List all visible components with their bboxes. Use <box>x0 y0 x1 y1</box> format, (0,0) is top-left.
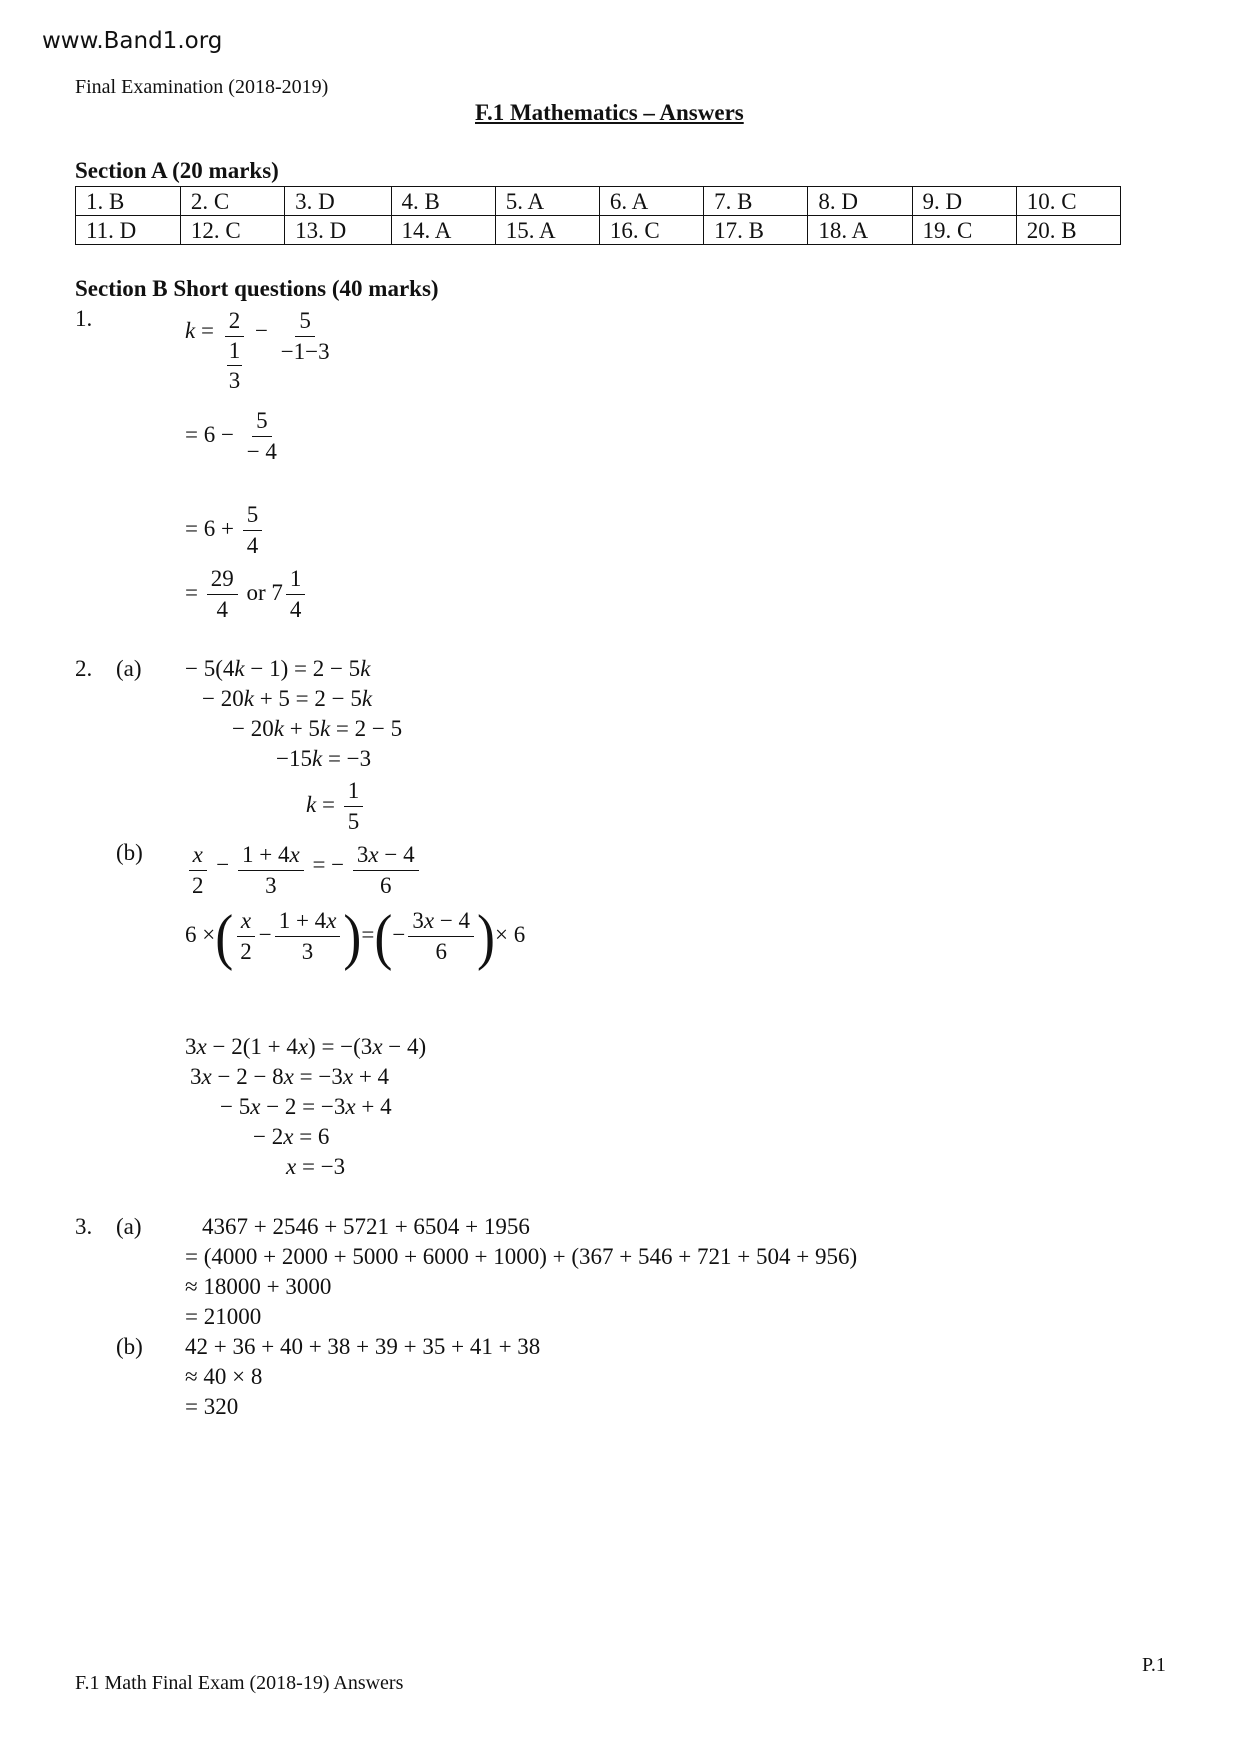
answer-cell: 15. A <box>495 216 599 245</box>
answer-cell: 3. D <box>285 187 391 216</box>
q2a-step-3: − 20k + 5k = 2 − 5 <box>232 716 403 741</box>
q2b-step-3: 3x − 2(1 + 4x) = −(3x − 4) <box>185 1034 427 1059</box>
q2a-step-4: −15k = −3 <box>276 746 372 771</box>
q2b-step-6: − 2x = 6 <box>253 1124 330 1149</box>
q2b-step-1: $\frac{x}{2}$ − $\frac{1 + 4x}{3}$ = − $\frac{3x - 4}{6}$ <box>185 840 422 901</box>
answer-cell: 6. A <box>599 187 703 216</box>
q1-step-3: = 6 + $\frac{5}{4}$ <box>185 500 265 561</box>
q2b-step-4: 3x − 2 − 8x = −3x + 4 <box>190 1064 390 1089</box>
q2a-step-1: − 5(4k − 1) = 2 − 5k <box>185 656 371 681</box>
exam-label: Final Examination (2018-2019) <box>75 76 329 98</box>
section-a-heading: Section A (20 marks) <box>75 158 279 183</box>
question-3-number: 3. <box>75 1214 93 1239</box>
q1-step-1: k = 2 1 3 − $\frac{5}{-1-3}$ <box>185 308 330 393</box>
q2a-step-5: k = $\frac{1}{5}$ <box>306 776 366 837</box>
question-2b-label: (b) <box>116 840 143 865</box>
answer-table <box>75 186 1121 245</box>
answer-cell: 16. C <box>599 216 703 245</box>
q2b-step-2: 6 ×( $\frac{x}{2}$ − $\frac{1 + 4x}{3}$ )=(− $\frac{3x - 4}{6}$ )× 6 <box>185 902 526 971</box>
answer-cell: 19. C <box>912 216 1016 245</box>
q1-or-label: or <box>246 579 266 605</box>
q3a-line-1: 4367 + 2546 + 5721 + 6504 + 1956 <box>202 1214 530 1239</box>
page-title: F.1 Mathematics – Answers <box>475 100 744 125</box>
answer-cell: 9. D <box>912 187 1016 216</box>
answer-cell: 7. B <box>704 187 808 216</box>
q2b-step-7: x = −3 <box>286 1154 346 1179</box>
table-row <box>76 187 1121 216</box>
answer-cell: 14. A <box>391 216 495 245</box>
answer-cell: 17. B <box>704 216 808 245</box>
site-url[interactable]: www.Band1.org <box>42 28 223 54</box>
answer-cell: 2. C <box>180 187 284 216</box>
table-row <box>76 216 1121 245</box>
q2a-step-2: − 20k + 5 = 2 − 5k <box>202 686 373 711</box>
answer-cell: 1. B <box>76 187 181 216</box>
question-2a-label: (a) <box>116 656 142 681</box>
q3a-line-4: = 21000 <box>185 1304 262 1329</box>
q3a-line-2: = (4000 + 2000 + 5000 + 6000 + 1000) + (367 + 546 + 721 + 504 + 956) <box>185 1244 858 1269</box>
answer-cell: 5. A <box>495 187 599 216</box>
question-1-number: 1. <box>75 306 93 331</box>
q3b-line-3: = 320 <box>185 1394 239 1419</box>
answer-cell: 20. B <box>1016 216 1120 245</box>
q3b-line-2: ≈ 40 × 8 <box>185 1364 263 1389</box>
q3a-line-3: ≈ 18000 + 3000 <box>185 1274 332 1299</box>
section-b-heading: Section B Short questions (40 marks) <box>75 276 439 301</box>
question-3a-label: (a) <box>116 1214 142 1239</box>
question-3b-label: (b) <box>116 1334 143 1359</box>
answer-cell: 12. C <box>180 216 284 245</box>
answer-cell: 4. B <box>391 187 495 216</box>
q2b-step-5: − 5x − 2 = −3x + 4 <box>220 1094 392 1119</box>
answer-cell: 11. D <box>76 216 181 245</box>
q3b-line-1: 42 + 36 + 40 + 38 + 39 + 35 + 41 + 38 <box>185 1334 541 1359</box>
answer-cell: 8. D <box>808 187 912 216</box>
question-2-number: 2. <box>75 656 93 681</box>
q1-step-4: = $\frac{29}{4}$ or 7 $\frac{1}{4}$ <box>185 564 308 625</box>
answer-cell: 18. A <box>808 216 912 245</box>
footer-text: F.1 Math Final Exam (2018-19) Answers <box>75 1672 404 1694</box>
answer-cell: 13. D <box>285 216 391 245</box>
answer-cell: 10. C <box>1016 187 1120 216</box>
page-number: P.1 <box>1142 1654 1166 1676</box>
q1-step-2: = 6 − $\frac{5}{- 4}$ <box>185 408 277 464</box>
